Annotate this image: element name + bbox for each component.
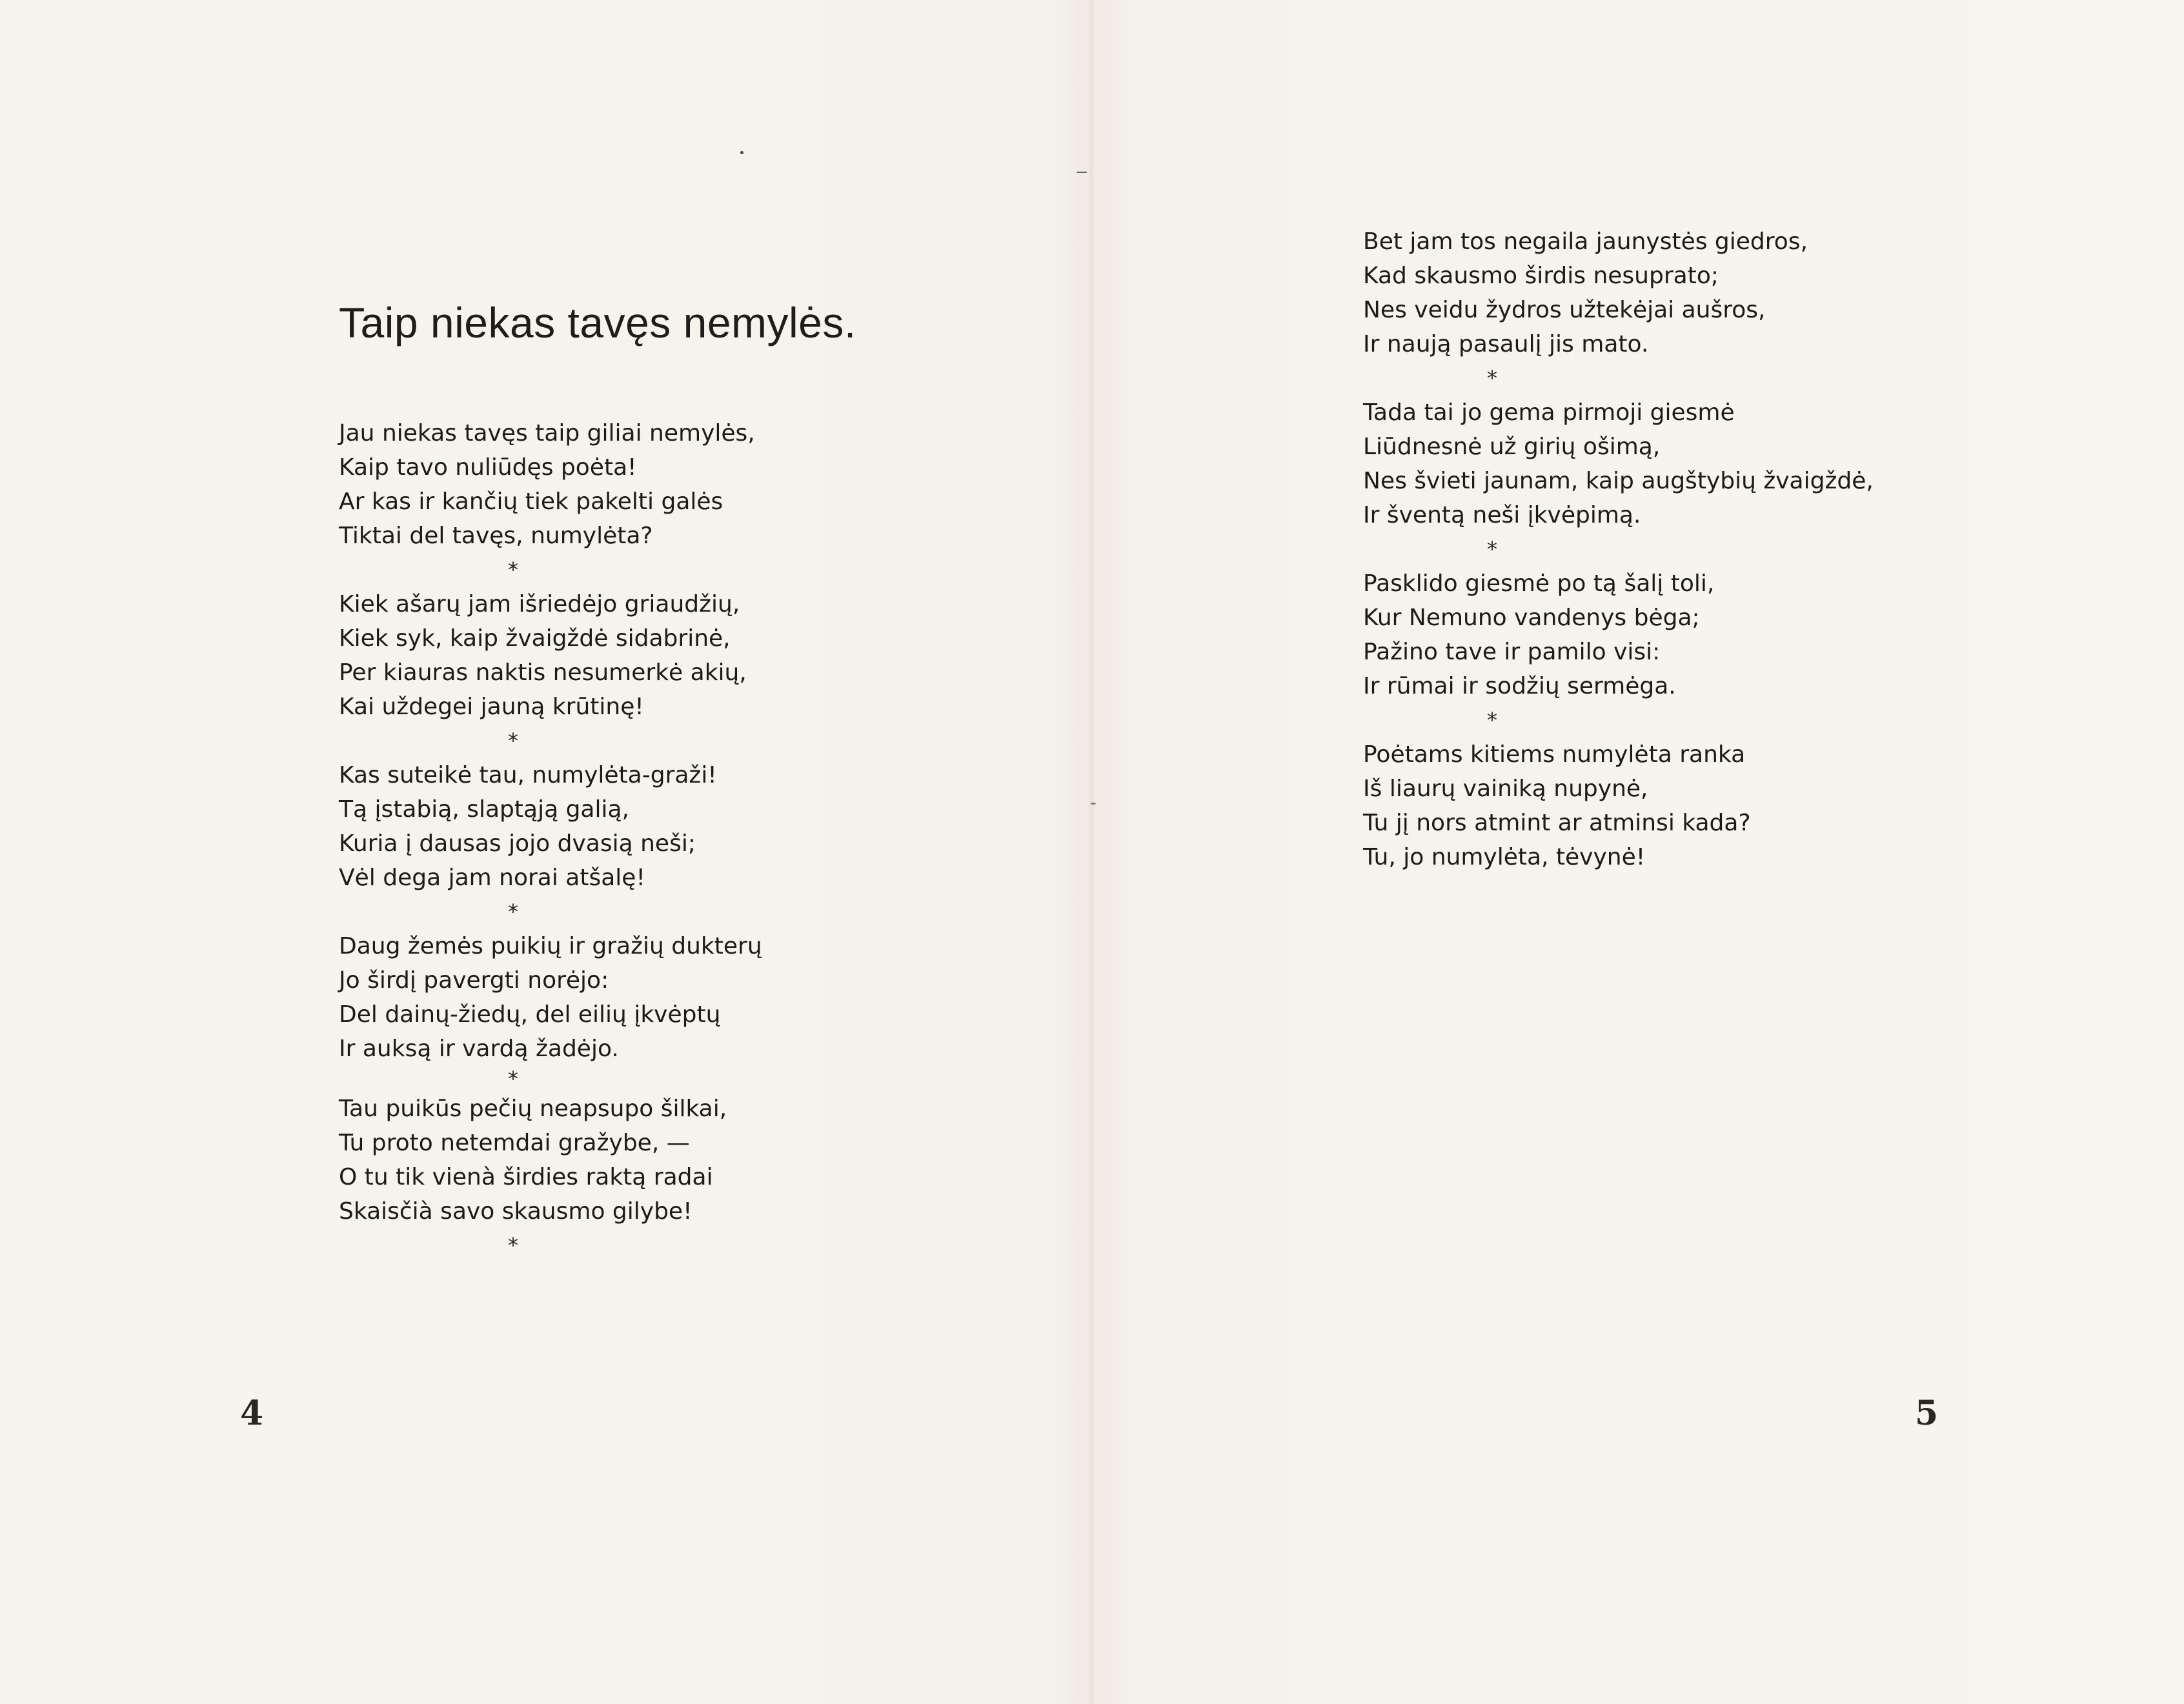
poem-line: Skaisčià savo skausmo gilybe! bbox=[339, 1198, 693, 1225]
stanza-separator: * bbox=[1487, 708, 1497, 732]
stanza bbox=[339, 758, 829, 895]
poem-line: Nes švieti jaunam, kaip augštybių žvaigždė, bbox=[1363, 468, 1874, 494]
stanza bbox=[1363, 396, 1957, 532]
poem-line: Jau niekas tavęs taip giliai nemylės, bbox=[339, 420, 755, 446]
poem-line: Tada tai jo gema pirmoji giesmė bbox=[1363, 399, 1735, 426]
poem-line: Tiktai del tavęs, numylėta? bbox=[339, 523, 653, 549]
poem-line: Ar kas ir kančių tiek pakelti galės bbox=[339, 488, 723, 515]
stanza-separator: * bbox=[508, 557, 518, 582]
poem-line: Kuria į dausas jojo dvasią neši; bbox=[339, 830, 696, 857]
poem-line: Tau puikūs pečių neapsupo šilkai, bbox=[339, 1096, 727, 1122]
poem-title: Taip niekas tavęs nemylės. bbox=[339, 299, 856, 346]
poem-line: Kiek ašarų jam išriedėjo griaudžių, bbox=[339, 591, 740, 617]
poem-line: Liūdnesnė už girių ošimą, bbox=[1363, 434, 1661, 460]
poem-line: Kaip tavo nuliūdęs poėta! bbox=[339, 454, 637, 481]
poem-line: Kur Nemuno vandenys bėga; bbox=[1363, 605, 1700, 631]
poem-line: Kas suteikė tau, numylėta-graži! bbox=[339, 762, 717, 788]
poem-line: Del dainų-žiedų, del eilių įkvėptų bbox=[339, 1001, 721, 1028]
poem-line: Tą įstabią, slaptąją galią, bbox=[339, 796, 629, 823]
page-number: 5 bbox=[1915, 1394, 1939, 1433]
left-page bbox=[0, 0, 1091, 1704]
poem-line: Bet jam tos negaila jaunystės giedros, bbox=[1363, 228, 1808, 255]
poem-line: Ir naują pasaulį jis mato. bbox=[1363, 331, 1649, 357]
stanza bbox=[1363, 566, 1957, 703]
stanza bbox=[1363, 737, 1957, 874]
poem-line: Pažino tave ir pamilo visi: bbox=[1363, 639, 1661, 665]
left-poem-body bbox=[339, 416, 829, 1263]
poem-line: Ir auksą ir vardą žadėjo. bbox=[339, 1036, 619, 1062]
poem-line: Iš liaurų vainiką nupynė, bbox=[1363, 776, 1648, 802]
stanza-separator: * bbox=[508, 728, 518, 753]
paper-speck bbox=[1077, 172, 1087, 173]
poem-line: Kad skausmo širdis nesuprato; bbox=[1363, 263, 1719, 289]
stanza bbox=[339, 1092, 829, 1228]
poem-line: Tu, jo numylėta, tėvynė! bbox=[1363, 844, 1646, 870]
poem-line: Ir šventą neši įkvėpimą. bbox=[1363, 502, 1641, 528]
poem-line: Kiek syk, kaip žvaigždė sidabrinė, bbox=[339, 625, 731, 652]
poem-line: Tu jį nors atmint ar atminsi kada? bbox=[1363, 810, 1751, 836]
poem-line: Pasklido giesmė po tą šalį toli, bbox=[1363, 570, 1715, 597]
stanza-separator: * bbox=[1487, 537, 1497, 561]
poem-line: Per kiauras naktis nesumerkė akių, bbox=[339, 659, 747, 686]
stanza bbox=[339, 587, 829, 724]
poem-line: Kai uždegei jauną krūtinę! bbox=[339, 694, 644, 720]
stanza-separator: * bbox=[508, 899, 518, 924]
stanza-separator: * bbox=[1487, 366, 1497, 390]
poem-line: Ir rūmai ir sodžių sermėga. bbox=[1363, 673, 1676, 699]
stanza-separator: * bbox=[508, 1067, 518, 1091]
poem-line: Vėl dega jam norai atšalę! bbox=[339, 865, 645, 891]
page-number: 4 bbox=[240, 1394, 264, 1433]
stanza bbox=[339, 416, 829, 553]
paper-speck bbox=[1091, 803, 1096, 805]
paper-speck bbox=[740, 151, 743, 154]
poem-line: Nes veidu žydros užtekėjai aušros, bbox=[1363, 297, 1766, 323]
poem-line: Jo širdį pavergti norėjo: bbox=[339, 967, 609, 994]
poem-line: Tu proto netemdai gražybe, — bbox=[339, 1130, 690, 1156]
poem-line: Daug žemės puikių ir gražių dukterų bbox=[339, 933, 762, 959]
stanza bbox=[1363, 225, 1957, 361]
stanza bbox=[339, 929, 829, 1066]
poem-line: Poėtams kitiems numylėta ranka bbox=[1363, 741, 1746, 768]
right-page bbox=[1092, 0, 2184, 1704]
right-poem-body bbox=[1363, 225, 1957, 874]
stanza-separator: * bbox=[508, 1233, 518, 1258]
poem-line: O tu tik vienà širdies raktą radai bbox=[339, 1164, 713, 1190]
